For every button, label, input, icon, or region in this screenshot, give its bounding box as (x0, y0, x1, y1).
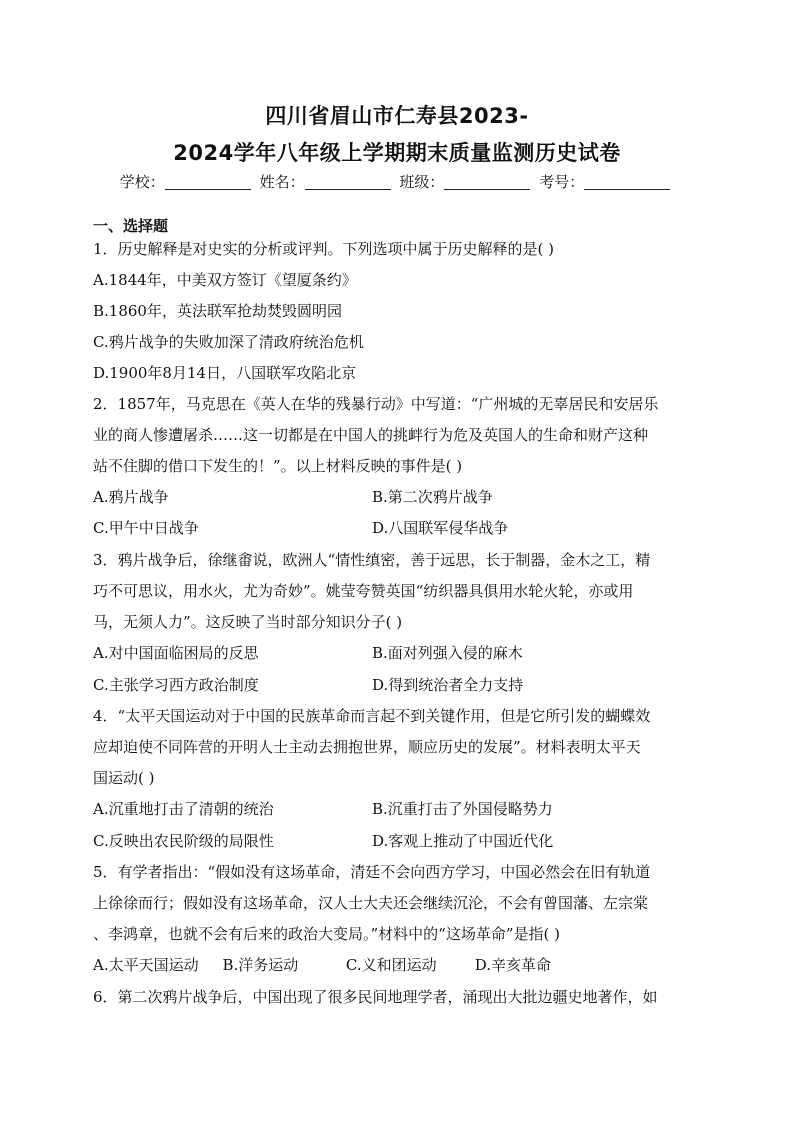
q4-option-d: D.客观上推动了中国近代化 (372, 832, 554, 850)
name-blank[interactable] (305, 173, 391, 190)
student-info-row (0, 171, 794, 192)
class-label: 班级： (399, 173, 445, 191)
q2-stem-line3: 站不住脚的借口下发生的！”。以上材料反映的事件是( ) (93, 457, 463, 475)
q2-option-b: B.第二次鸦片战争 (372, 488, 493, 506)
section-heading: 一、选择题 (93, 217, 169, 235)
q5-stem-line3: 、李鸿章，也就不会有后来的政治大变局。”材料中的“这场革命”是指( ) (93, 925, 560, 943)
q4-stem-line3: 国运动( ) (93, 769, 155, 787)
q5-options: A.太平天国运动 B.洋务运动 C.义和团运动 D.辛亥革命 (93, 956, 552, 974)
q1-option-d: D.1900年8月14日，八国联军攻陷北京 (93, 364, 357, 382)
q3-stem-line3: 马，无须人力”。这反映了当时部分知识分子( ) (93, 613, 403, 631)
q4-stem-line1: 4．“太平天国运动对于中国的民族革命而言起不到关键作用，但是它所引发的蝴蝶效 (93, 707, 651, 725)
q3-stem-line1: 3．鸦片战争后，徐继畬说，欧洲人“情性缜密，善于远思，长于制器，金木之工，精 (93, 551, 651, 569)
exam-title-line2: 2024学年八年级上学期期末质量监测历史试卷 (173, 141, 621, 165)
q1-option-b: B.1860年，英法联军抢劫焚毁圆明园 (93, 302, 342, 320)
q6-stem-line1: 6．第二次鸦片战争后，中国出现了很多民间地理学者，涌现出大批边疆史地著作，如 (93, 988, 658, 1006)
q2-stem-line2: 业的商人惨遭屠杀……这一切都是在中国人的挑衅行为危及英国人的生命和财产这种 (93, 426, 649, 444)
exam-title-line1: 四川省眉山市仁寿县2023- (265, 104, 529, 128)
q2-option-a: A.鸦片战争 (93, 488, 169, 506)
q5-stem-line1: 5．有学者指出：“假如没有这场革命，清廷不会向西方学习，中国必然会在旧有轨道 (93, 863, 651, 881)
q4-option-b: B.沉重打击了外国侵略势力 (372, 800, 553, 818)
q4-option-c: C.反映出农民阶级的局限性 (93, 832, 274, 850)
class-blank[interactable] (444, 173, 530, 190)
q1-option-a: A.1844年，中美双方签订《望厦条约》 (93, 271, 357, 289)
q3-option-a: A.对中国面临困局的反思 (93, 644, 259, 662)
number-blank[interactable] (584, 173, 670, 190)
name-label: 姓名： (259, 173, 305, 191)
q2-option-c: C.甲午中日战争 (93, 519, 199, 537)
q2-option-d: D.八国联军侵华战争 (372, 519, 509, 537)
q4-stem-line2: 应却迫使不同阵营的开明人士主动去拥抱世界，顺应历史的发展”。材料表明太平天 (93, 738, 641, 756)
q3-option-c: C.主张学习西方政治制度 (93, 676, 259, 694)
q4-option-a: A.沉重地打击了清朝的统治 (93, 800, 274, 818)
q5-stem-line2: 上徐徐而行；假如没有这场革命，汉人士大夫还会继续沉沦，不会有曾国藩、左宗棠 (93, 894, 649, 912)
q1-option-c: C.鸦片战争的失败加深了清政府统治危机 (93, 333, 364, 351)
q2-stem-line1: 2．1857年，马克思在《英人在华的残暴行动》中写道：“广州城的无辜居民和安居乐 (93, 395, 659, 413)
q3-stem-line2: 巧不可思议，用水火，尤为奇妙”。姚莹夸赞英国“纺织器具俱用水轮火轮，亦或用 (93, 582, 634, 600)
q3-option-d: D.得到统治者全力支持 (372, 676, 524, 694)
school-blank[interactable] (165, 173, 251, 190)
school-label: 学校： (119, 173, 165, 191)
number-label: 考号： (539, 173, 585, 191)
q3-option-b: B.面对列强入侵的麻木 (372, 644, 523, 662)
q1-stem: 1．历史解释是对史实的分析或评判。下列选项中属于历史解释的是( ) (93, 240, 555, 258)
